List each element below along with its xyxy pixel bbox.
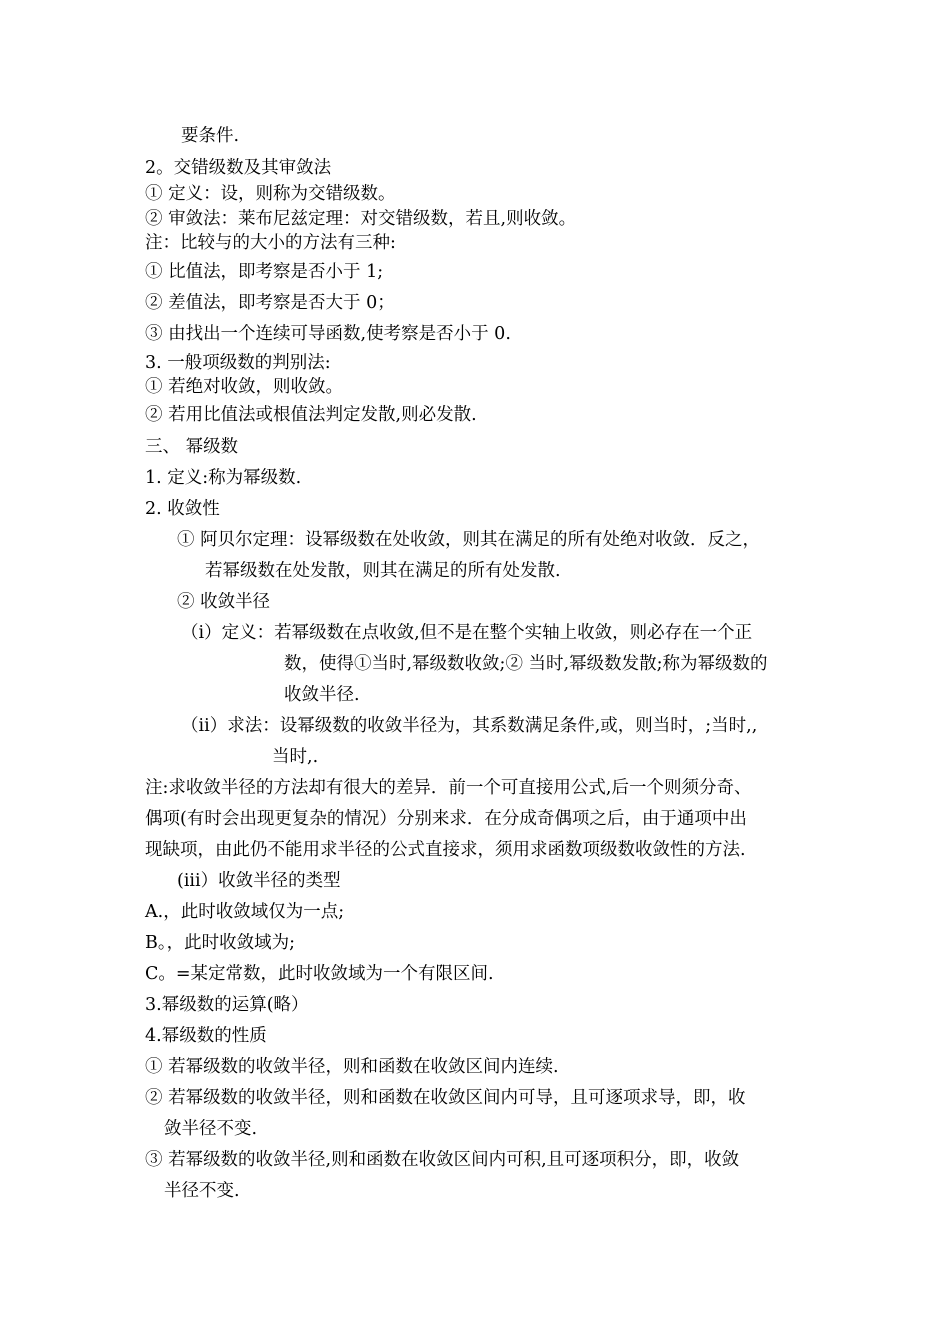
text-line: ① 比值法，即考察是否小于 1; [145,262,384,282]
text-line: 当时,. [272,747,319,767]
note-line: 现缺项，由此仍不能用求半径的公式直接求，须用求函数项级数收敛性的方法. [145,840,746,860]
note-line: 注:求收敛半径的方法却有很大的差异．前一个可直接用公式,后一个则须分奇、 [145,778,752,798]
text-line: B。，此时收敛域为; [145,933,296,953]
text-line: （i）定义：若幂级数在点收敛,但不是在整个实轴上收敛，则必存在一个正 [181,623,753,643]
section-heading: 4.幂级数的性质 [145,1026,267,1046]
text-line: ② 若幂级数的收敛半径，则和函数在收敛区间内可导，且可逐项求导，即，收 [145,1088,746,1108]
section-heading: ② 收敛半径 [177,592,271,612]
text-line: ② 差值法，即考察是否大于 0； [145,293,395,313]
text-line: 要条件. [181,126,240,146]
section-heading: (iii）收敛半径的类型 [177,871,341,891]
text-line: ② 审敛法：莱布尼兹定理：对交错级数，若且,则收敛。 [145,209,577,229]
section-heading: 2。交错级数及其审敛法 [145,158,332,178]
text-line: 敛半径不变. [164,1119,258,1139]
text-line: 收敛半径. [284,685,360,705]
text-line: ② 若用比值法或根值法判定发散,则必发散. [145,405,477,425]
section-heading: 三、 幂级数 [145,437,239,457]
text-line: ① 若幂级数的收敛半径，则和函数在收敛区间内连续. [145,1057,559,1077]
text-line: ① 定义：设，则称为交错级数。 [145,184,396,204]
text-line: ① 若绝对收敛，则收敛。 [145,377,344,397]
text-line: 半径不变. [164,1181,240,1201]
section-heading: 3. 一般项级数的判别法: [145,353,331,373]
text-line: 注：比较与的大小的方法有三种: [145,233,396,253]
text-line: ① 阿贝尔定理：设幂级数在处收敛，则其在满足的所有处绝对收敛．反之， [177,530,761,550]
text-line: C。=某定常数，此时收敛域为一个有限区间. [145,964,494,984]
text-line: A.，此时收敛域仅为一点; [145,902,345,922]
section-heading: 2. 收敛性 [145,499,220,519]
text-line: 数，使得①当时,幂级数收敛;② 当时,幂级数发散;称为幂级数的 [284,654,768,674]
text-line: （ii）求法：设幂级数的收敛半径为，其系数满足条件,或，则当时，;当时,, [181,716,758,736]
note-line: 偶项(有时会出现更复杂的情况）分别来求．在分成奇偶项之后，由于通项中出 [145,809,747,829]
text-line: ③ 由找出一个连续可导函数,使考察是否小于 0. [145,324,511,344]
section-heading: 3.幂级数的运算(略） [145,995,309,1015]
text-line: 1. 定义:称为幂级数. [145,468,302,488]
text-line: 若幂级数在处发散，则其在满足的所有处发散. [205,561,561,581]
text-line: ③ 若幂级数的收敛半径,则和函数在收敛区间内可积,且可逐项积分，即，收敛 [145,1150,740,1170]
